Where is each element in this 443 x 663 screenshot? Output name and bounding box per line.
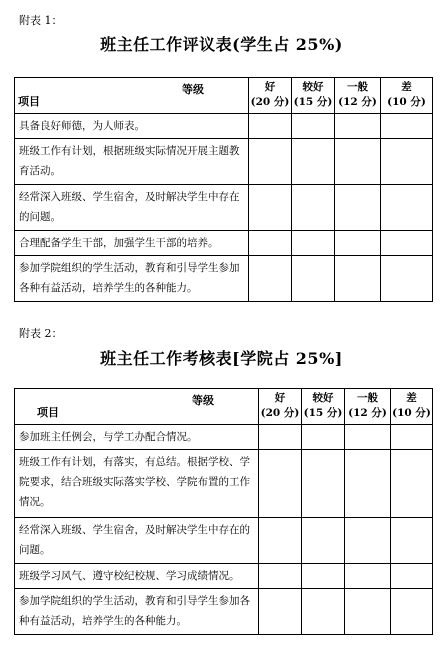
score-cell[interactable] <box>292 114 335 139</box>
score-cell[interactable] <box>259 589 302 635</box>
score-cell[interactable] <box>249 256 292 302</box>
table-row <box>15 589 433 635</box>
score-cell[interactable] <box>292 231 335 256</box>
score-cell[interactable] <box>249 114 292 139</box>
score-cell[interactable] <box>302 518 345 564</box>
score-cell[interactable] <box>335 256 381 302</box>
score-cell[interactable] <box>381 185 433 231</box>
grade-header-good: 好 (20 分) <box>249 78 292 114</box>
item-text: 具备良好师德，为人师表。 <box>15 114 249 139</box>
table-row <box>15 450 433 518</box>
score-cell[interactable] <box>381 114 433 139</box>
item-text: 班级工作有计划，根据班级实际情况开展主题教育活动。 <box>15 139 249 185</box>
item-text: 班级工作有计划，有落实，有总结。根据学校、学院要求，结合班级实际落实学校、学院布置的工作情况。 <box>15 450 259 518</box>
score-cell[interactable] <box>335 139 381 185</box>
score-cell[interactable] <box>381 256 433 302</box>
score-cell[interactable] <box>292 256 335 302</box>
grade-header-average: 一般 (12 分) <box>335 78 381 114</box>
score-cell[interactable] <box>345 564 391 589</box>
grade-header-good: 好 (20 分) <box>259 389 302 425</box>
item-text: 经常深入班级、学生宿舍，及时解决学生中存在的问题。 <box>15 185 249 231</box>
score-cell[interactable] <box>335 114 381 139</box>
item-text: 经常深入班级、学生宿舍，及时解决学生中存在的问题。 <box>15 518 259 564</box>
table-row <box>15 518 433 564</box>
appendix-note-2: 附表 2： <box>19 327 63 340</box>
score-cell[interactable] <box>249 139 292 185</box>
grade-header-average: 一般 (12 分) <box>345 389 391 425</box>
header-level-label: 等级 <box>182 83 204 96</box>
score-cell[interactable] <box>259 450 302 518</box>
item-text: 参加学院组织的学生活动，教育和引导学生参加各种有益活动，培养学生的各种能力。 <box>15 256 249 302</box>
item-text: 参加班主任例会，与学工办配合情况。 <box>15 425 259 450</box>
header-item-label: 项目 <box>18 95 40 108</box>
score-cell[interactable] <box>259 425 302 450</box>
evaluation-table-college <box>14 388 433 635</box>
table2-title: 班主任工作考核表[学院占 25%] <box>100 349 343 368</box>
table-row <box>15 564 433 589</box>
score-cell[interactable] <box>391 450 433 518</box>
score-cell[interactable] <box>302 564 345 589</box>
grade-header-poor: 差 (10 分) <box>381 78 433 114</box>
table-row <box>15 231 433 256</box>
header-item-label: 项目 <box>37 406 59 419</box>
appendix-note-1: 附表 1： <box>19 14 63 27</box>
header-cell <box>15 78 249 114</box>
item-text: 合理配备学生干部，加强学生干部的培养。 <box>15 231 249 256</box>
grade-header-fairly-good: 较好 (15 分) <box>302 389 345 425</box>
score-cell[interactable] <box>302 450 345 518</box>
score-cell[interactable] <box>391 589 433 635</box>
score-cell[interactable] <box>335 185 381 231</box>
score-cell[interactable] <box>292 185 335 231</box>
score-cell[interactable] <box>345 518 391 564</box>
header-cell <box>15 389 259 425</box>
table-row <box>15 425 433 450</box>
item-text: 班级学习风气、遵守校纪校规、学习成绩情况。 <box>15 564 259 589</box>
score-cell[interactable] <box>249 231 292 256</box>
score-cell[interactable] <box>391 425 433 450</box>
table-header-row <box>15 389 433 425</box>
score-cell[interactable] <box>335 231 381 256</box>
table-row <box>15 114 433 139</box>
score-cell[interactable] <box>391 564 433 589</box>
table-row <box>15 185 433 231</box>
score-cell[interactable] <box>345 589 391 635</box>
score-cell[interactable] <box>345 450 391 518</box>
header-level-label: 等级 <box>192 394 214 407</box>
score-cell[interactable] <box>249 185 292 231</box>
item-text: 参加学院组织的学生活动，教育和引导学生参加各种有益活动，培养学生的各种能力。 <box>15 589 259 635</box>
table-row <box>15 256 433 302</box>
score-cell[interactable] <box>381 231 433 256</box>
score-cell[interactable] <box>302 589 345 635</box>
grade-header-poor: 差 (10 分) <box>391 389 433 425</box>
score-cell[interactable] <box>391 518 433 564</box>
table-header-row <box>15 78 433 114</box>
table-row <box>15 139 433 185</box>
score-cell[interactable] <box>345 425 391 450</box>
score-cell[interactable] <box>292 139 335 185</box>
evaluation-table-student <box>14 77 433 302</box>
score-cell[interactable] <box>259 518 302 564</box>
score-cell[interactable] <box>302 425 345 450</box>
score-cell[interactable] <box>259 564 302 589</box>
grade-header-fairly-good: 较好 (15 分) <box>292 78 335 114</box>
score-cell[interactable] <box>381 139 433 185</box>
table1-title: 班主任工作评议表(学生占 25%) <box>100 35 343 54</box>
